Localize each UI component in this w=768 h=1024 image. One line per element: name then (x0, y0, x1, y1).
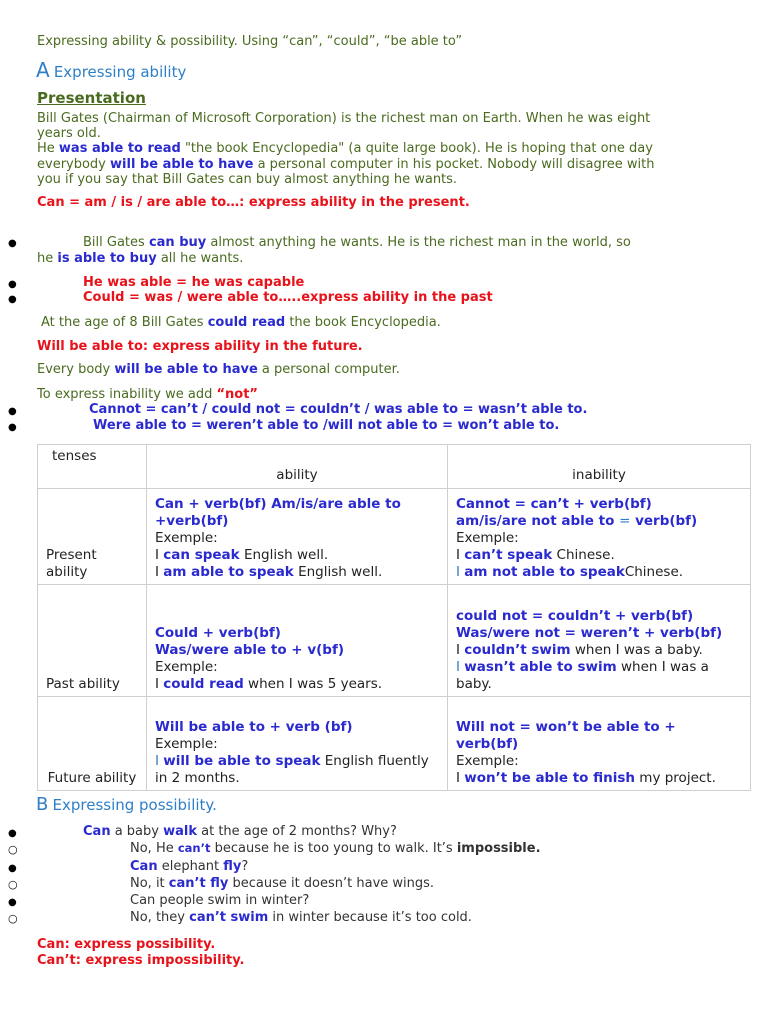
sub-bullet-marker: ○ (8, 878, 18, 891)
bullet-marker: ● (8, 828, 17, 839)
text: I (456, 564, 465, 580)
rule: Was/were not = weren’t + verb(bf) (456, 625, 723, 641)
text: I (155, 564, 164, 580)
highlight: can’t (177, 841, 211, 855)
ability-table (37, 444, 751, 791)
header-ability: ability (147, 445, 448, 489)
text: you if you say that Bill Gates can buy almost anything he wants. (37, 172, 458, 187)
text: elephant (157, 859, 224, 874)
bullet-1 (37, 235, 631, 266)
header-inability: inability (448, 445, 751, 489)
rule-can: Can: express possibility. (37, 937, 216, 952)
text: a personal computer in his pocket. Nobody will disagree with (253, 156, 655, 172)
highlight: am not able to speak (464, 564, 625, 580)
text: English well. (239, 547, 329, 563)
possibility-line-2 (130, 841, 541, 856)
text: I (456, 770, 465, 786)
text: Chinese. (552, 547, 615, 563)
highlight: can’t swim (189, 910, 269, 925)
rule: Could + verb(bf) (155, 625, 281, 641)
highlight: walk (163, 824, 197, 839)
bullet-marker: ● (8, 422, 17, 433)
text: No, He (130, 841, 178, 856)
section-a-letter: A (36, 58, 50, 82)
text: I (456, 642, 465, 658)
text: I (456, 659, 465, 675)
text: a baby (110, 824, 164, 839)
past-example (41, 315, 441, 330)
text: I (155, 753, 164, 769)
sub-bullet-marker: ○ (8, 843, 18, 856)
text: when I was 5 years. (243, 676, 383, 692)
section-a-heading (36, 58, 186, 82)
tense-future: Future ability (38, 697, 147, 791)
text: at the age of 2 months? Why? (197, 824, 397, 839)
text: I (155, 676, 164, 692)
text: ? (241, 859, 249, 874)
present-ability-cell (147, 489, 448, 585)
rule: Will be able to + verb (bf) (155, 719, 353, 735)
text: when I was a baby. (456, 659, 709, 692)
tense-present: Present ability (38, 489, 147, 585)
possibility-line-4 (130, 876, 434, 891)
text: all he wants. (156, 250, 244, 266)
bullet-5: Were able to = weren’t able to /will not able to = won’t able to. (93, 418, 560, 433)
section-b-title: Expressing possibility. (52, 796, 217, 814)
example-label: Exemple: (456, 753, 519, 769)
present-inability-cell (448, 489, 751, 585)
example-label: Exemple: (155, 530, 218, 546)
possibility-line-6 (130, 910, 472, 925)
past-inability-cell (448, 585, 751, 697)
bullet-marker: ● (8, 897, 17, 908)
highlight: fly (223, 859, 242, 874)
table-row-present (38, 489, 751, 585)
highlight: impossible. (456, 841, 541, 856)
rule: Will not = won’t be able to + verb(bf) (456, 719, 676, 752)
bullet-marker: ● (8, 406, 17, 417)
bullet-2: He was able = he was capable (83, 275, 305, 290)
future-inability-cell (448, 697, 751, 791)
bullet-marker: ● (8, 238, 17, 249)
future-example (37, 362, 400, 377)
possibility-line-5 (130, 893, 309, 908)
document-header-line: Expressing ability & possibility. Using “can”, “could”, “be able to” (37, 34, 463, 49)
highlight: will be able to speak (163, 753, 321, 769)
text: a personal computer. (257, 362, 400, 377)
highlight: can speak (163, 547, 240, 563)
rule: am/is/are not able to (456, 513, 620, 529)
highlight: could read (163, 676, 244, 692)
text: my project. (635, 770, 716, 786)
text: because it doesn’t have wings. (228, 876, 435, 891)
rule: verb(bf) (630, 513, 698, 529)
bullet-marker: ● (8, 294, 17, 305)
text: almost anything he wants. He is the richest man in the world, so (206, 235, 631, 250)
highlight: can’t fly (168, 876, 229, 891)
text: when I was a baby. (570, 642, 703, 658)
possibility-line-1 (83, 824, 397, 839)
highlight: can buy (148, 235, 207, 250)
example-label: Exemple: (155, 736, 218, 752)
section-b-heading (36, 794, 217, 815)
bullet-4: Cannot = can’t / could not = couldn’t / was able to = wasn’t able to. (89, 402, 588, 417)
rule-cant: Can’t: express impossibility. (37, 953, 245, 968)
highlight: Can (130, 859, 158, 874)
highlight: could read (207, 315, 286, 330)
presentation-heading: Presentation (37, 89, 146, 107)
rule-present: Can = am / is / are able to…: express ability in the present. (37, 195, 470, 210)
text: "the book Encyclopedia" (a quite large book). He is hoping that one day (180, 141, 653, 156)
highlight: won’t be able to finish (464, 770, 636, 786)
table-row-future (38, 697, 751, 791)
section-a-title: Expressing ability (53, 63, 187, 81)
rule-future: Will be able to: express ability in the future. (37, 339, 363, 354)
text: Bill Gates (83, 235, 149, 250)
text: To express inability we add (37, 387, 217, 402)
text: he (37, 250, 58, 266)
future-ability-cell (147, 697, 448, 791)
text: English fluently in 2 months. (155, 753, 429, 786)
text: everybody (37, 156, 111, 172)
highlight: couldn’t swim (464, 642, 571, 658)
paragraph-1-line-2: years old. (37, 126, 101, 141)
header-tenses: tenses (38, 445, 147, 489)
text: He (37, 141, 59, 156)
tense-past: Past ability (38, 585, 147, 697)
text: No, they (130, 910, 190, 925)
rule: Was/were able to + v(bf) (155, 642, 344, 658)
equals-sign: = (619, 513, 631, 529)
bullet-marker: ● (8, 279, 17, 290)
rule: Cannot = can’t + verb(bf) (456, 496, 652, 512)
highlight: am able to speak (163, 564, 294, 580)
inability-intro (37, 387, 258, 402)
bullet-marker: ● (8, 863, 17, 874)
past-ability-cell (147, 585, 448, 697)
text: I (155, 547, 164, 563)
bullet-3: Could = was / were able to…..express ability in the past (83, 290, 493, 305)
text: No, it (130, 876, 169, 891)
text: because he is too young to walk. It’s (210, 841, 457, 856)
highlight: can’t speak (464, 547, 553, 563)
table-row-past (38, 585, 751, 697)
text: Chinese. (624, 564, 684, 580)
text: English well. (293, 564, 383, 580)
highlight: is able to buy (57, 250, 157, 266)
highlight: will be able to have (110, 156, 254, 172)
sub-bullet-marker: ○ (8, 912, 18, 925)
example-label: Exemple: (456, 530, 519, 546)
table-header-row (38, 445, 751, 489)
text: Every body (37, 362, 115, 377)
text: in winter because it’s too cold. (268, 910, 472, 925)
paragraph-2 (37, 141, 654, 188)
text: I (456, 547, 465, 563)
text: the book Encyclopedia. (285, 315, 441, 330)
paragraph-1-line-1: Bill Gates (Chairman of Microsoft Corporation) is the richest man on Earth. When he was eight (37, 111, 651, 126)
highlight: “not” (216, 387, 258, 402)
highlight: will be able to have (114, 362, 258, 377)
paragraph-1 (37, 111, 650, 141)
section-b-letter: B (36, 794, 49, 815)
rule: could not = couldn’t + verb(bf) (456, 608, 694, 624)
highlight: Can (83, 824, 111, 839)
highlight: wasn’t able to swim (464, 659, 617, 675)
possibility-line-3 (130, 859, 248, 874)
text: At the age of 8 Bill Gates (41, 315, 208, 330)
highlight: was able to read (58, 141, 181, 156)
rule: Can + verb(bf) Am/is/are able to +verb(bf) (155, 496, 401, 529)
example-label: Exemple: (155, 659, 218, 675)
text: Can people swim in winter? (130, 893, 310, 908)
